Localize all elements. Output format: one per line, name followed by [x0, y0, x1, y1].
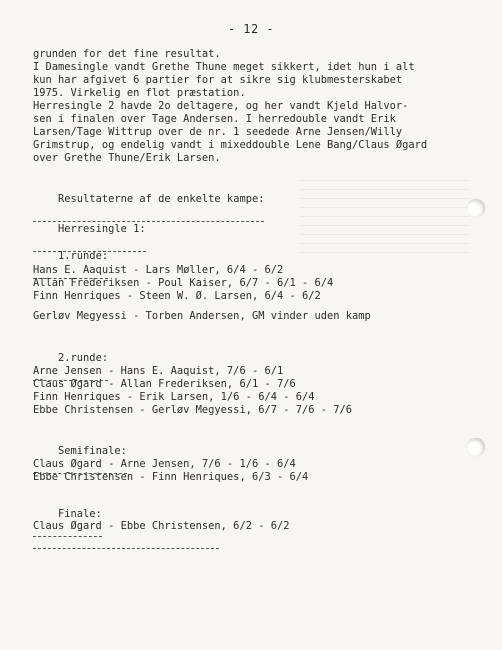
page-number: - 12 - — [227, 22, 275, 36]
punch-hole — [467, 199, 485, 217]
match-line: Claus Øgard - Arne Jensen, 7/6 - 1/6 - 6/4 — [33, 458, 296, 470]
round1-heading-text: 1.runde: — [58, 250, 109, 262]
show-through-texture — [300, 180, 470, 260]
final-heading-underline — [33, 534, 102, 537]
match-line: Ebbe Christensen - Gerløv Megyessi, 6/7 - 7/6 - 7/6 — [33, 404, 353, 416]
intro-line: Larsen/Tage Wittrup over de nr. 1 seedede Arne Jensen/Willy — [33, 126, 403, 138]
match-line: Finn Henriques - Steen W. Ø. Larsen, 6/4 - 6/2 — [33, 290, 321, 302]
closing-rule — [33, 548, 219, 549]
match-line: Claus Øgard - Allan Frederiksen, 6/1 - 7/6 — [33, 378, 296, 390]
round2-heading-text: 2.runde: — [58, 352, 109, 364]
match-line: Arne Jensen - Hans E. Aaquist, 7/6 - 6/1 — [33, 365, 284, 377]
intro-line: Herresingle 2 havde 2o deltagere, og her vandt Kjeld Halvor- — [33, 100, 409, 112]
match-line: Finn Henriques - Erik Larsen, 1/6 - 6/4 - 6/4 — [33, 391, 315, 403]
results-heading-text: Resultaterne af de enkelte kampe: — [58, 193, 265, 205]
intro-line: grunden for det fine resultat. — [33, 48, 221, 60]
intro-line: Grimstrup, og endelig vandt i mixeddouble Lene Bang/Claus Øgard — [33, 139, 428, 151]
intro-line: sen i finalen over Tage Andersen. I herredouble vandt Erik — [33, 113, 396, 125]
intro-line: over Grethe Thune/Erik Larsen. — [33, 152, 221, 164]
intro-line: kun har afgivet 6 partier for at sikre sig klubmesterskabet — [33, 74, 403, 86]
match-line: Hans E. Aaquist - Lars Møller, 6/4 - 6/2 — [33, 264, 284, 276]
walkover-note: Gerløv Megyessi - Torben Andersen, GM vinder uden kamp — [33, 310, 371, 322]
intro-line: I Damesingle vandt Grethe Thune meget sikkert, idet hun i alt — [33, 61, 415, 73]
match-line: Claus Øgard - Ebbe Christensen, 6/2 - 6/2 — [33, 520, 290, 532]
match-line: Ebbe Christensen - Finn Henriques, 6/3 - 6/4 — [33, 471, 309, 483]
semifinal-heading-text: Semifinale: — [58, 445, 127, 457]
intro-line: 1975. Virkelig en flot præstation. — [33, 87, 246, 99]
punch-hole — [467, 438, 485, 456]
match-line: Allan Frederiksen - Poul Kaiser, 6/7 - 6/1 - 6/4 — [33, 277, 334, 289]
final-heading-text: Finale: — [58, 508, 102, 520]
section-heading-text: Herresingle 1: — [58, 223, 146, 235]
